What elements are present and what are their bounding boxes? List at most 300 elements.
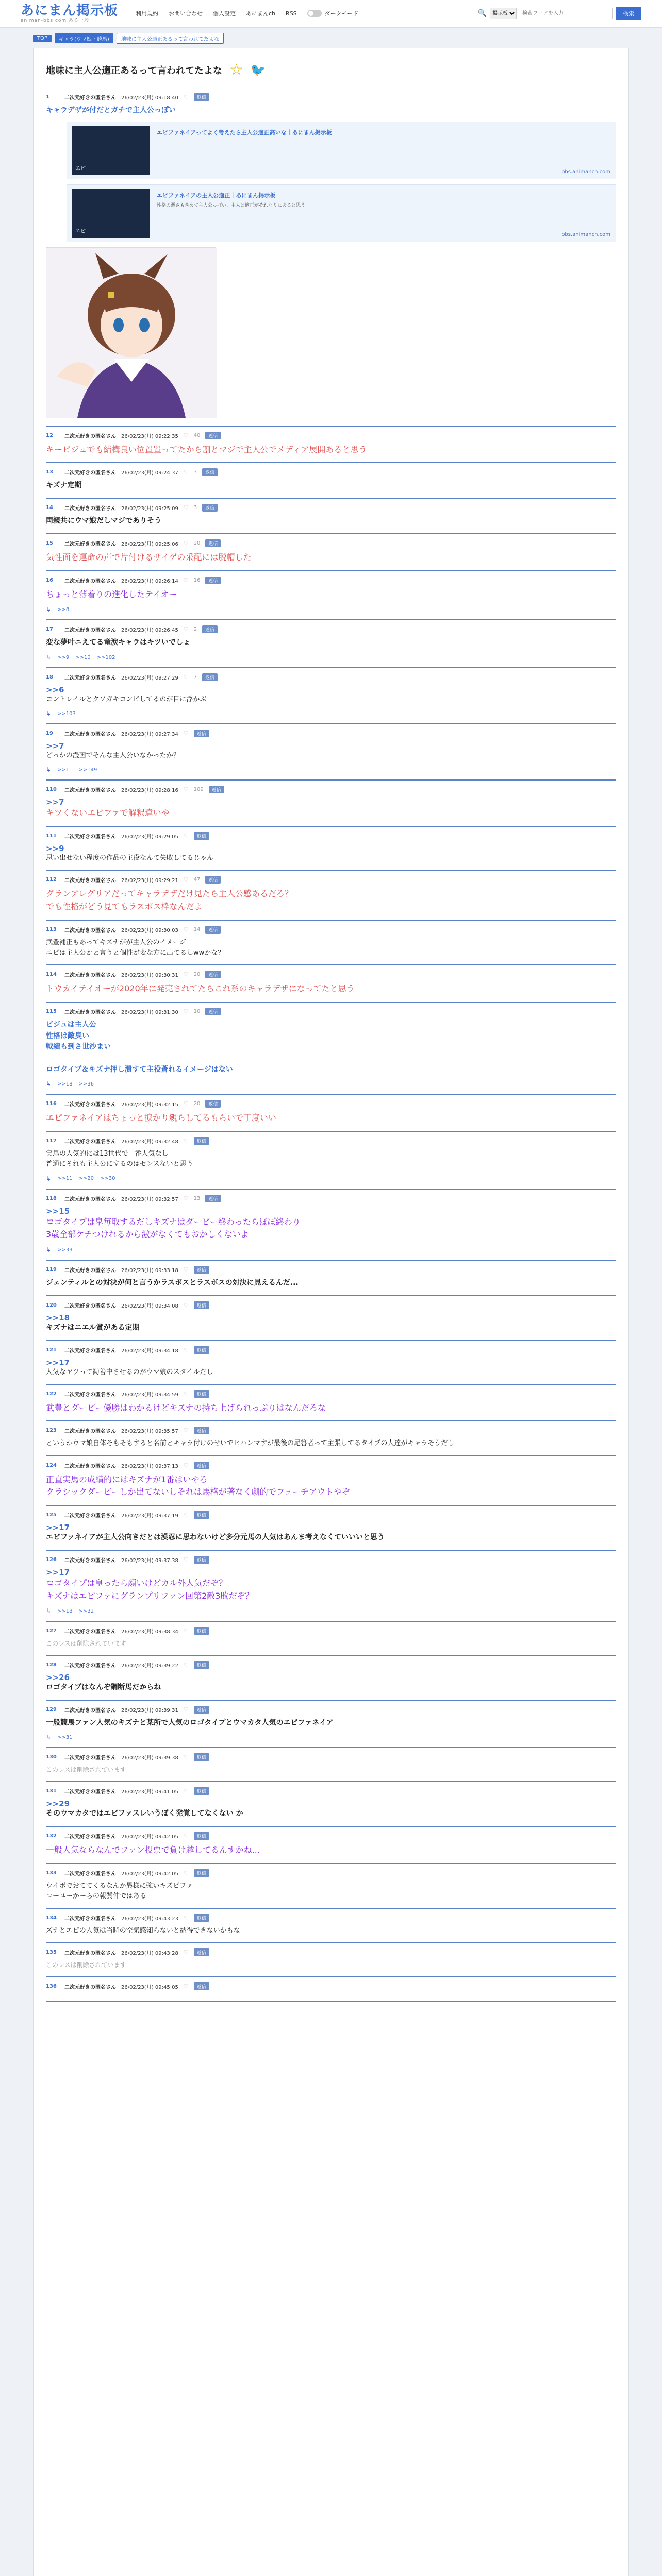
like-count: 47 bbox=[193, 877, 201, 883]
character-image[interactable] bbox=[46, 247, 216, 417]
reply-button[interactable]: 返信 bbox=[194, 1914, 209, 1922]
post-date: 26/02/23(月) 09:26:14 bbox=[121, 578, 178, 584]
post-date: 26/02/23(月) 09:37:38 bbox=[121, 1557, 178, 1564]
search-scope-select[interactable] bbox=[490, 8, 517, 19]
post-date: 26/02/23(月) 09:34:18 bbox=[121, 1348, 178, 1354]
post-number[interactable]: 123 bbox=[46, 1428, 57, 1434]
heart-icon[interactable]: ♡ bbox=[183, 1138, 189, 1145]
reply-link[interactable]: >>33 bbox=[57, 1247, 73, 1253]
heart-icon[interactable]: ♡ bbox=[183, 1788, 189, 1795]
reply-link[interactable]: >>103 bbox=[57, 710, 76, 717]
card-title[interactable]: エピファネイアってよく考えたら主人公適正高いな｜あにまん掲示板 bbox=[157, 129, 332, 136]
post-date: 26/02/23(月) 09:24:37 bbox=[121, 470, 178, 477]
search-box bbox=[478, 7, 641, 20]
nav-animanch[interactable]: あにまんch bbox=[246, 10, 276, 17]
reply-links bbox=[46, 1246, 616, 1253]
reply-button[interactable]: 返信 bbox=[194, 93, 209, 101]
post-body: ジェンティルとの対決が何と言うかラスボスとラスボスの対決に見えるんだ... bbox=[46, 1279, 299, 1287]
reply-links bbox=[46, 1175, 616, 1182]
reply-button[interactable]: 返信 bbox=[194, 1346, 209, 1354]
reply-button[interactable]: 返信 bbox=[194, 1390, 209, 1398]
post-header bbox=[46, 1832, 616, 1840]
heart-icon[interactable]: ♡ bbox=[183, 1556, 189, 1563]
post-item bbox=[46, 1656, 616, 1701]
heart-icon[interactable]: ♡ bbox=[183, 1754, 189, 1761]
reply-button[interactable]: 返信 bbox=[205, 577, 221, 584]
reply-button[interactable]: 返信 bbox=[194, 1137, 209, 1145]
post-item bbox=[46, 1977, 616, 2002]
heart-icon[interactable]: ♡ bbox=[183, 94, 189, 100]
heart-icon[interactable]: ♡ bbox=[183, 432, 189, 439]
heart-icon[interactable]: ♡ bbox=[183, 1628, 189, 1635]
post-header bbox=[46, 876, 616, 884]
post-date: 26/02/23(月) 09:39:31 bbox=[121, 1707, 178, 1714]
post-number[interactable]: 128 bbox=[46, 1662, 57, 1668]
like-count: 20 bbox=[193, 972, 201, 978]
site-header bbox=[0, 0, 662, 28]
post-number[interactable]: 18 bbox=[46, 674, 53, 681]
nav-rss[interactable]: RSS bbox=[286, 10, 297, 17]
reply-arrow-icon: ↳ bbox=[46, 1175, 52, 1182]
poster-name: 二次元好きの匿名さん bbox=[64, 1303, 116, 1309]
reply-link[interactable]: >>18 bbox=[57, 1608, 73, 1614]
post-header bbox=[46, 1427, 616, 1434]
post-date: 26/02/23(月) 09:32:15 bbox=[121, 1102, 178, 1108]
post-anchor-link[interactable]: >>15 bbox=[46, 1206, 70, 1216]
post-number[interactable]: 16 bbox=[46, 577, 53, 583]
post-date: 26/02/23(月) 09:29:21 bbox=[121, 878, 178, 884]
poster-name: 二次元好きの匿名さん bbox=[64, 1557, 116, 1564]
post-body: このレスは削除されています bbox=[46, 1961, 126, 1969]
poster-name: 二次元好きの匿名さん bbox=[64, 1196, 116, 1202]
poster-name: 二次元好きの匿名さん bbox=[64, 1871, 116, 1877]
post-number[interactable]: 119 bbox=[46, 1267, 57, 1273]
post-item bbox=[46, 1506, 616, 1551]
breadcrumb-current[interactable]: 地味に主人公適正あるって言われてたよな bbox=[117, 33, 224, 44]
reply-button[interactable]: 返信 bbox=[205, 432, 221, 439]
post-number[interactable]: 19 bbox=[46, 731, 53, 737]
reply-link[interactable]: >>102 bbox=[96, 654, 115, 660]
post-anchor-link[interactable]: >>29 bbox=[46, 1799, 70, 1809]
like-count: 109 bbox=[193, 787, 204, 793]
poster-name: 二次元好きの匿名さん bbox=[64, 578, 116, 584]
poster-name: 二次元好きの匿名さん bbox=[64, 1429, 116, 1435]
reply-button[interactable]: 返信 bbox=[194, 1511, 209, 1519]
post-item bbox=[46, 921, 616, 965]
post-number[interactable]: 111 bbox=[46, 833, 57, 839]
reply-button[interactable]: 返信 bbox=[194, 1266, 209, 1274]
post-anchor-link[interactable]: >>18 bbox=[46, 1313, 70, 1323]
dark-mode-label: ダークモード bbox=[324, 10, 359, 17]
reply-button[interactable]: 返信 bbox=[194, 1832, 209, 1840]
post-header bbox=[46, 432, 616, 439]
post-number[interactable]: 15 bbox=[46, 540, 53, 546]
post-date: 26/02/23(月) 09:26:45 bbox=[121, 628, 178, 634]
post-number[interactable]: 113 bbox=[46, 926, 57, 933]
post-item bbox=[46, 871, 616, 921]
post-date: 26/02/23(月) 09:32:48 bbox=[121, 1139, 178, 1145]
post-number[interactable]: 118 bbox=[46, 1195, 57, 1201]
post-item bbox=[46, 1827, 616, 1864]
poster-name: 二次元好きの匿名さん bbox=[64, 1102, 116, 1108]
post-body: グランアレグリアだってキャラデザだけ見たら主人公感あるだろ？ でも性格がどう見てもラスボス枠なんだよ bbox=[46, 889, 293, 912]
post-anchor-link[interactable]: >>17 bbox=[46, 1358, 70, 1367]
heart-icon[interactable]: ♡ bbox=[183, 1948, 189, 1956]
poster-name: 二次元好きの匿名さん bbox=[64, 1707, 116, 1714]
poster-name: 二次元好きの匿名さん bbox=[64, 878, 116, 884]
post-header bbox=[46, 1137, 616, 1145]
reply-button[interactable]: 返信 bbox=[205, 1195, 221, 1202]
reply-button[interactable]: 返信 bbox=[194, 1869, 209, 1877]
reply-button[interactable]: 返信 bbox=[194, 1753, 209, 1761]
post-date: 26/02/23(月) 09:30:03 bbox=[121, 927, 178, 934]
post-number[interactable]: 14 bbox=[46, 505, 53, 511]
heart-icon[interactable]: ♡ bbox=[183, 1662, 189, 1669]
heart-icon[interactable]: ♡ bbox=[183, 1914, 189, 1921]
reply-button[interactable]: 返信 bbox=[194, 1427, 209, 1434]
card-thumbnail bbox=[72, 126, 150, 175]
post-body: というかウマ娘自体そもそもすると名前とキャラ付けのせいでヒハンマすが最後の尾答者って主張してるタイプの人達がキャラそうだし bbox=[46, 1439, 455, 1448]
heart-icon[interactable]: ♡ bbox=[183, 1462, 189, 1469]
post-number[interactable]: 133 bbox=[46, 1870, 57, 1876]
nav-settings[interactable]: 個人設定 bbox=[213, 10, 236, 17]
poster-name: 二次元好きの匿名さん bbox=[64, 1348, 116, 1354]
heart-icon[interactable]: ♡ bbox=[183, 1346, 189, 1353]
post-body: どっかの漫画でそんな主人公いなかったか？ bbox=[46, 752, 180, 760]
card-text bbox=[157, 126, 610, 175]
reply-button[interactable]: 返信 bbox=[202, 625, 218, 633]
dark-mode-switch[interactable] bbox=[307, 10, 322, 17]
post-date: 26/02/23(月) 09:29:05 bbox=[121, 834, 178, 840]
heart-icon[interactable]: ♡ bbox=[183, 1390, 189, 1397]
post-number[interactable]: 115 bbox=[46, 1009, 57, 1015]
reply-button[interactable]: 返信 bbox=[194, 1706, 209, 1714]
post-date: 26/02/23(月) 09:30:31 bbox=[121, 973, 178, 979]
post-item bbox=[46, 427, 616, 464]
post-number[interactable]: 114 bbox=[46, 972, 57, 978]
post-date: 26/02/23(月) 09:25:06 bbox=[121, 541, 178, 547]
favorite-star-icon[interactable]: ☆ bbox=[229, 61, 243, 79]
poster-name: 二次元好きの匿名さん bbox=[64, 1513, 116, 1519]
heart-icon[interactable]: ♡ bbox=[183, 1195, 189, 1202]
post-header bbox=[46, 1266, 616, 1274]
post-body: キツくないエピファで解釈違いや bbox=[46, 808, 170, 818]
post-number[interactable]: 110 bbox=[46, 787, 57, 793]
post-number[interactable]: 12 bbox=[46, 432, 53, 438]
post-date: 26/02/23(月) 09:38:34 bbox=[121, 1629, 178, 1635]
post-item bbox=[46, 1385, 616, 1422]
heart-icon[interactable]: ♡ bbox=[183, 1266, 189, 1274]
post-header bbox=[46, 1301, 616, 1309]
post-body: キービジュでも結構良い位置置ってたから割とマジで主人公でメディア展開あると思う bbox=[46, 444, 367, 454]
post-date: 26/02/23(月) 09:27:29 bbox=[121, 675, 178, 682]
post-date: 26/02/23(月) 09:35:57 bbox=[121, 1429, 178, 1435]
reply-arrow-icon: ↳ bbox=[46, 766, 52, 774]
reply-button[interactable]: 返信 bbox=[194, 1556, 209, 1564]
poster-name: 二次元好きの匿名さん bbox=[64, 732, 116, 738]
post-date: 26/02/23(月) 09:45:05 bbox=[121, 1984, 178, 1990]
poster-name: 二次元好きの匿名さん bbox=[64, 1950, 116, 1956]
like-count: 7 bbox=[193, 674, 197, 681]
logo-sub-text: animan-bbs.com ある一般 bbox=[21, 18, 90, 23]
post-body: キャラデザが付だとガチで主人公っぽい bbox=[46, 106, 176, 114]
post-header bbox=[46, 1706, 616, 1714]
breadcrumb-category[interactable]: キャラ(ウマ娘・競馬) bbox=[55, 33, 113, 43]
post-item bbox=[46, 1003, 616, 1095]
reply-button[interactable]: 返信 bbox=[205, 971, 221, 978]
heart-icon[interactable]: ♡ bbox=[183, 626, 189, 633]
post-header bbox=[46, 1511, 616, 1519]
post-anchor-link[interactable]: >>9 bbox=[46, 844, 64, 854]
post-item bbox=[46, 88, 616, 427]
post-body: 一般競馬ファン人気のキズナと某所で人気のロゴタイプとウマカタ人気のエピファネイア bbox=[46, 1718, 334, 1727]
poster-name: 二次元好きの匿名さん bbox=[64, 1984, 116, 1990]
reply-button[interactable]: 返信 bbox=[202, 504, 218, 512]
poster-name: 二次元好きの匿名さん bbox=[64, 506, 116, 512]
post-number[interactable]: 130 bbox=[46, 1754, 57, 1760]
post-header bbox=[46, 468, 616, 476]
reply-link[interactable]: >>149 bbox=[78, 767, 97, 773]
heart-icon[interactable]: ♡ bbox=[183, 926, 189, 933]
post-header bbox=[46, 1346, 616, 1354]
reply-button[interactable]: 返信 bbox=[205, 876, 221, 884]
reply-link[interactable]: >>10 bbox=[75, 654, 91, 660]
post-body: ロゴタイプはなんぞ鋼断馬だからね bbox=[46, 1683, 161, 1692]
post-date: 26/02/23(月) 09:33:18 bbox=[121, 1268, 178, 1274]
heart-icon[interactable]: ♡ bbox=[183, 833, 189, 840]
reply-button[interactable]: 返信 bbox=[205, 1008, 221, 1015]
heart-icon[interactable]: ♡ bbox=[183, 1512, 189, 1519]
post-item bbox=[46, 1909, 616, 1943]
heart-icon[interactable]: ♡ bbox=[183, 674, 189, 681]
post-body: ビジュは主人公 性格は敵臭い 戦績も到さ世沙まい ロゴタイプ＆キズナ押し潰すて主役蒼れるイメージはない bbox=[46, 1021, 233, 1074]
post-item bbox=[46, 571, 616, 621]
reply-link[interactable]: >>20 bbox=[78, 1176, 94, 1182]
post-item bbox=[46, 499, 616, 534]
heart-icon[interactable]: ♡ bbox=[183, 1100, 189, 1108]
reply-button[interactable]: 返信 bbox=[194, 1787, 209, 1795]
post-number[interactable]: 132 bbox=[46, 1833, 57, 1839]
like-count: 3 bbox=[193, 505, 197, 511]
post-anchor-link[interactable]: >>17 bbox=[46, 1567, 70, 1577]
card-title[interactable]: エピファネイアの主人公適正｜あにまん掲示板 bbox=[157, 192, 276, 199]
post-number[interactable]: 117 bbox=[46, 1138, 57, 1144]
heart-icon[interactable]: ♡ bbox=[183, 1832, 189, 1839]
heart-icon[interactable]: ♡ bbox=[183, 1427, 189, 1434]
post-item bbox=[46, 1782, 616, 1827]
poster-name: 二次元好きの匿名さん bbox=[64, 1463, 116, 1469]
poster-name: 二次元好きの匿名さん bbox=[64, 1789, 116, 1795]
reply-link[interactable]: >>30 bbox=[100, 1176, 115, 1182]
post-header bbox=[46, 1462, 616, 1469]
reply-button[interactable]: 返信 bbox=[194, 832, 209, 840]
post-item bbox=[46, 1421, 616, 1456]
post-anchor-link[interactable]: >>17 bbox=[46, 1523, 70, 1533]
post-header bbox=[46, 926, 616, 934]
post-header bbox=[46, 971, 616, 978]
post-number[interactable]: 127 bbox=[46, 1628, 57, 1634]
twitter-share-icon[interactable]: 🐦 bbox=[250, 62, 266, 77]
reply-arrow-icon: ↳ bbox=[46, 1734, 52, 1741]
heart-icon[interactable]: ♡ bbox=[183, 971, 189, 978]
post-header bbox=[46, 1100, 616, 1108]
post-number[interactable]: 124 bbox=[46, 1462, 57, 1468]
post-number[interactable]: 126 bbox=[46, 1556, 57, 1563]
post-header bbox=[46, 673, 616, 681]
post-anchor-link[interactable]: >>26 bbox=[46, 1673, 70, 1683]
post-number[interactable]: 112 bbox=[46, 877, 57, 883]
reply-button[interactable]: 返信 bbox=[194, 1462, 209, 1469]
reply-button[interactable]: 返信 bbox=[194, 1301, 209, 1309]
post-date: 26/02/23(月) 09:42:05 bbox=[121, 1834, 178, 1840]
post-number[interactable]: 129 bbox=[46, 1706, 57, 1713]
reply-link[interactable]: >>11 bbox=[57, 767, 73, 773]
post-date: 26/02/23(月) 09:27:34 bbox=[121, 732, 178, 738]
post-anchor-link[interactable]: >>6 bbox=[46, 685, 64, 695]
post-body: 武豊とダービー優勝はわかるけどキズナの持ち上げられっぷりはなんだろな bbox=[46, 1402, 326, 1413]
reply-button[interactable]: 返信 bbox=[202, 673, 218, 681]
post-number[interactable]: 1 bbox=[46, 94, 49, 100]
heart-icon[interactable]: ♡ bbox=[183, 786, 189, 793]
card-thumbnail bbox=[72, 189, 150, 238]
heart-icon[interactable]: ♡ bbox=[183, 1982, 189, 1990]
post-item bbox=[46, 827, 616, 871]
link-card[interactable] bbox=[67, 122, 616, 179]
post-body: コントレイルとクソガキコンビしてるのが目に浮かぶ bbox=[46, 696, 207, 704]
post-header bbox=[46, 1948, 616, 1956]
post-number[interactable]: 125 bbox=[46, 1512, 57, 1518]
reply-link[interactable]: >>11 bbox=[57, 1176, 73, 1182]
post-header bbox=[46, 1914, 616, 1922]
reply-button[interactable]: 返信 bbox=[194, 1948, 209, 1956]
post-header bbox=[46, 1787, 616, 1795]
breadcrumb-top[interactable]: TOP bbox=[33, 35, 52, 42]
card-domain: bbs.animanch.com bbox=[561, 168, 610, 175]
heart-icon[interactable]: ♡ bbox=[183, 1008, 189, 1015]
heart-icon[interactable]: ♡ bbox=[183, 730, 189, 737]
poster-name: 二次元好きの匿名さん bbox=[64, 1139, 116, 1145]
like-count: 10 bbox=[193, 1009, 201, 1015]
link-card[interactable] bbox=[67, 184, 616, 242]
character-illustration bbox=[46, 248, 217, 418]
poster-name: 二次元好きの匿名さん bbox=[64, 1663, 116, 1669]
heart-icon[interactable]: ♡ bbox=[183, 1869, 189, 1876]
post-item bbox=[46, 1551, 616, 1622]
reply-button[interactable]: 返信 bbox=[194, 1627, 209, 1635]
post-item bbox=[46, 1341, 616, 1385]
poster-name: 二次元好きの匿名さん bbox=[64, 433, 116, 439]
reply-links bbox=[46, 606, 616, 613]
post-item bbox=[46, 1864, 616, 1909]
post-body: キズナはニエル賞がある定期 bbox=[46, 1323, 140, 1332]
post-header bbox=[46, 1661, 616, 1669]
search-button[interactable]: 検索 bbox=[616, 7, 641, 20]
heart-icon[interactable]: ♡ bbox=[183, 1706, 189, 1713]
reply-link[interactable]: >>18 bbox=[57, 1081, 73, 1087]
reply-button[interactable]: 返信 bbox=[209, 786, 224, 793]
search-icon: 🔍 bbox=[477, 9, 487, 18]
like-count: 20 bbox=[193, 540, 201, 546]
post-body: キズナ定期 bbox=[46, 481, 82, 490]
post-header bbox=[46, 539, 616, 547]
post-number[interactable]: 17 bbox=[46, 626, 53, 633]
site-logo[interactable] bbox=[21, 4, 118, 23]
reply-links bbox=[46, 710, 616, 717]
post-date: 26/02/23(月) 09:18:40 bbox=[121, 95, 178, 101]
reply-button[interactable]: 返信 bbox=[205, 1100, 221, 1108]
heart-icon[interactable]: ♡ bbox=[183, 876, 189, 884]
post-number[interactable]: 116 bbox=[46, 1101, 57, 1107]
post-body: そのウマカタではエピファスレいうぼく発覚してなくない か bbox=[46, 1809, 243, 1818]
heart-icon[interactable]: ♡ bbox=[183, 539, 189, 547]
post-header bbox=[46, 1556, 616, 1564]
poster-name: 二次元好きの匿名さん bbox=[64, 470, 116, 477]
post-header bbox=[46, 504, 616, 512]
heart-icon[interactable]: ♡ bbox=[183, 504, 189, 512]
post-item bbox=[46, 1296, 616, 1341]
post-header bbox=[46, 1753, 616, 1761]
post-number[interactable]: 120 bbox=[46, 1302, 57, 1308]
like-count: 13 bbox=[193, 1195, 201, 1201]
post-body: 変な夢叶ニえてる竜涙キャラはキツいでしょ bbox=[46, 638, 190, 647]
reply-link[interactable]: >>36 bbox=[78, 1081, 94, 1087]
post-header bbox=[46, 1982, 616, 1990]
post-number[interactable]: 136 bbox=[46, 1983, 57, 1989]
post-body: ロゴタイプは皐毎取するだしキズナはダービー終わったらほぼ終わり 3歳全部ケチつけれるから激がなくてもおかしくないよ bbox=[46, 1216, 301, 1240]
post-body: トウカイテイオーが2020年に発売されてたらこれ系のキャラデザになってたと思う bbox=[46, 984, 355, 994]
post-body: ズナとエピの人気は当時の空気感知らないと納得できないかもな bbox=[46, 1926, 240, 1935]
reply-button[interactable]: 返信 bbox=[205, 926, 221, 934]
dark-mode-toggle[interactable] bbox=[307, 9, 359, 18]
post-number[interactable]: 122 bbox=[46, 1391, 57, 1397]
post-number[interactable]: 131 bbox=[46, 1788, 57, 1794]
heart-icon[interactable]: ♡ bbox=[183, 469, 189, 476]
poster-name: 二次元好きの匿名さん bbox=[64, 927, 116, 934]
search-input[interactable] bbox=[520, 8, 613, 19]
reply-button[interactable]: 返信 bbox=[194, 730, 209, 737]
reply-link[interactable]: >>32 bbox=[78, 1608, 94, 1614]
nav-contact[interactable]: お問い合わせ bbox=[169, 10, 203, 17]
reply-link[interactable]: >>8 bbox=[57, 606, 70, 613]
like-count: 3 bbox=[193, 469, 197, 476]
post-header bbox=[46, 1195, 616, 1202]
post-anchor-link[interactable]: >>7 bbox=[46, 798, 64, 807]
reply-button[interactable]: 返信 bbox=[194, 1982, 209, 1990]
reply-button[interactable]: 返信 bbox=[205, 539, 221, 547]
reply-link[interactable]: >>9 bbox=[57, 654, 70, 660]
post-date: 26/02/23(月) 09:22:35 bbox=[121, 433, 178, 439]
post-number[interactable]: 134 bbox=[46, 1914, 57, 1921]
reply-link[interactable]: >>31 bbox=[57, 1734, 73, 1740]
post-anchor-link[interactable]: >>7 bbox=[46, 741, 64, 751]
card-thumb-label: エピ bbox=[75, 165, 86, 172]
heart-icon[interactable]: ♡ bbox=[183, 577, 189, 584]
post-number[interactable]: 13 bbox=[46, 469, 53, 476]
heart-icon[interactable]: ♡ bbox=[183, 1301, 189, 1309]
post-number[interactable]: 135 bbox=[46, 1949, 57, 1955]
nav-terms[interactable]: 利用規約 bbox=[136, 10, 159, 17]
post-body: 両親共にウマ娘だしマジでありそう bbox=[46, 517, 161, 526]
post-header bbox=[46, 832, 616, 840]
like-count: 20 bbox=[193, 1101, 201, 1107]
post-number[interactable]: 121 bbox=[46, 1347, 57, 1353]
post-body: 思い出せない程度の作品の主役なんて失敗してるじゃん bbox=[46, 854, 214, 862]
post-date: 26/02/23(月) 09:32:57 bbox=[121, 1196, 178, 1202]
reply-button[interactable]: 返信 bbox=[202, 468, 218, 476]
reply-links bbox=[46, 654, 616, 661]
reply-button[interactable]: 返信 bbox=[194, 1661, 209, 1669]
reply-arrow-icon: ↳ bbox=[46, 606, 52, 614]
